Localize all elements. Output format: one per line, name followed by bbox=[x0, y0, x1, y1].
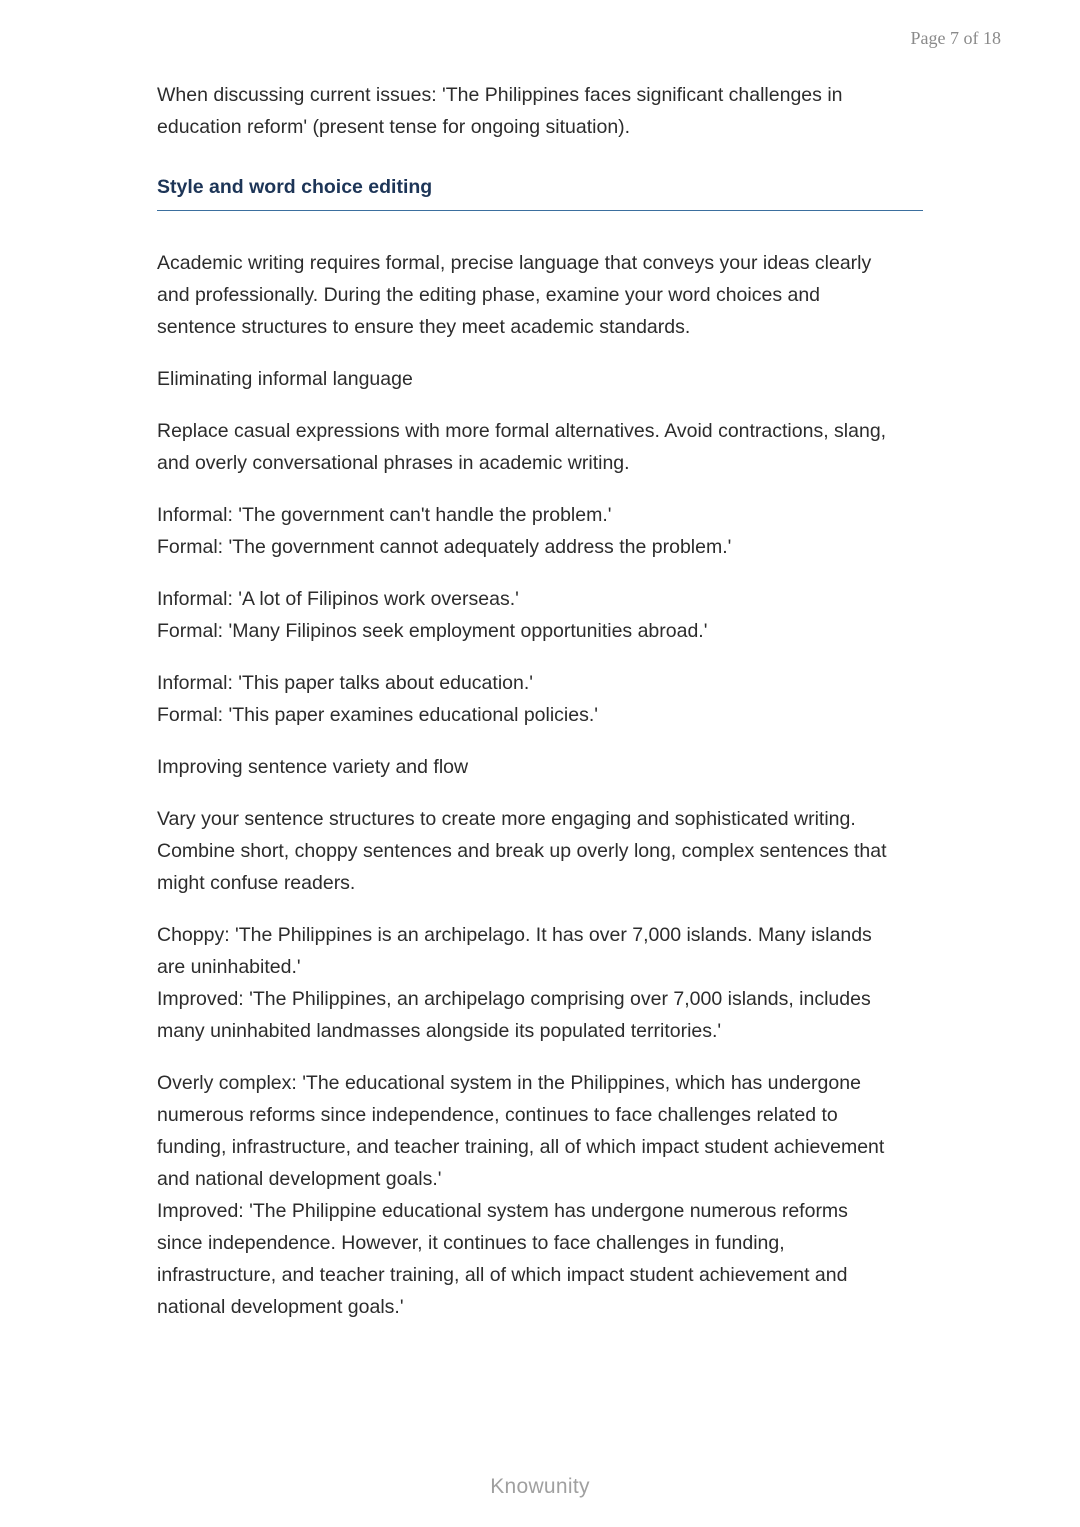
text-line: might confuse readers. bbox=[157, 872, 356, 894]
text-line: infrastructure, and teacher training, all of which impact student achievement and bbox=[157, 1264, 848, 1286]
text-line: Replace casual expressions with more formal alternatives. Avoid contractions, slang, bbox=[157, 420, 887, 442]
variety-paragraph bbox=[157, 803, 923, 899]
document-body bbox=[157, 79, 923, 1323]
example-pair bbox=[157, 499, 923, 563]
footer-brand-logo: Knowunity bbox=[490, 1475, 590, 1498]
text-line: and national development goals.' bbox=[157, 1168, 442, 1190]
example-complex bbox=[157, 1067, 923, 1323]
example-informal: Informal: 'A lot of Filipinos work overseas.' bbox=[157, 588, 519, 610]
informal-paragraph bbox=[157, 415, 923, 479]
text-line: numerous reforms since independence, continues to face challenges related to bbox=[157, 1104, 838, 1126]
academic-paragraph bbox=[157, 247, 923, 343]
text-line: since independence. However, it continues to face challenges in funding, bbox=[157, 1232, 785, 1254]
text-line: are uninhabited.' bbox=[157, 956, 301, 978]
text-line: sentence structures to ensure they meet academic standards. bbox=[157, 316, 691, 338]
subheading-sentence-variety: Improving sentence variety and flow bbox=[157, 756, 469, 778]
text-line: and overly conversational phrases in academic writing. bbox=[157, 452, 630, 474]
text-line: education reform' (present tense for ongoing situation). bbox=[157, 116, 631, 138]
example-informal: Informal: 'This paper talks about education.' bbox=[157, 672, 533, 694]
example-pair bbox=[157, 583, 923, 647]
text-line: Combine short, choppy sentences and break up overly long, complex sentences that bbox=[157, 840, 887, 862]
text-line: Academic writing requires formal, precise language that conveys your ideas clearly bbox=[157, 252, 872, 274]
example-formal: Formal: 'Many Filipinos seek employment opportunities abroad.' bbox=[157, 620, 708, 642]
text-line: Choppy: 'The Philippines is an archipelago. It has over 7,000 islands. Many islands bbox=[157, 924, 872, 946]
text-line: funding, infrastructure, and teacher training, all of which impact student achievement bbox=[157, 1136, 885, 1158]
example-formal: Formal: 'The government cannot adequately address the problem.' bbox=[157, 536, 732, 558]
example-formal: Formal: 'This paper examines educational policies.' bbox=[157, 704, 598, 726]
example-pair bbox=[157, 667, 923, 731]
text-line: Improved: 'The Philippine educational system has undergone numerous reforms bbox=[157, 1200, 848, 1222]
subheading-informal-language: Eliminating informal language bbox=[157, 368, 413, 390]
section-heading: Style and word choice editing bbox=[157, 171, 923, 211]
text-line: national development goals.' bbox=[157, 1296, 404, 1318]
text-line: When discussing current issues: 'The Philippines faces significant challenges in bbox=[157, 84, 843, 106]
intro-paragraph bbox=[157, 79, 923, 143]
example-informal: Informal: 'The government can't handle the problem.' bbox=[157, 504, 612, 526]
text-line: Vary your sentence structures to create more engaging and sophisticated writing. bbox=[157, 808, 856, 830]
text-line: many uninhabited landmasses alongside its populated territories.' bbox=[157, 1020, 722, 1042]
example-choppy bbox=[157, 919, 923, 1047]
text-line: Overly complex: 'The educational system in the Philippines, which has undergone bbox=[157, 1072, 861, 1094]
text-line: Improved: 'The Philippines, an archipelago comprising over 7,000 islands, includes bbox=[157, 988, 871, 1010]
page-number: Page 7 of 18 bbox=[910, 28, 1001, 48]
text-line: and professionally. During the editing phase, examine your word choices and bbox=[157, 284, 821, 306]
